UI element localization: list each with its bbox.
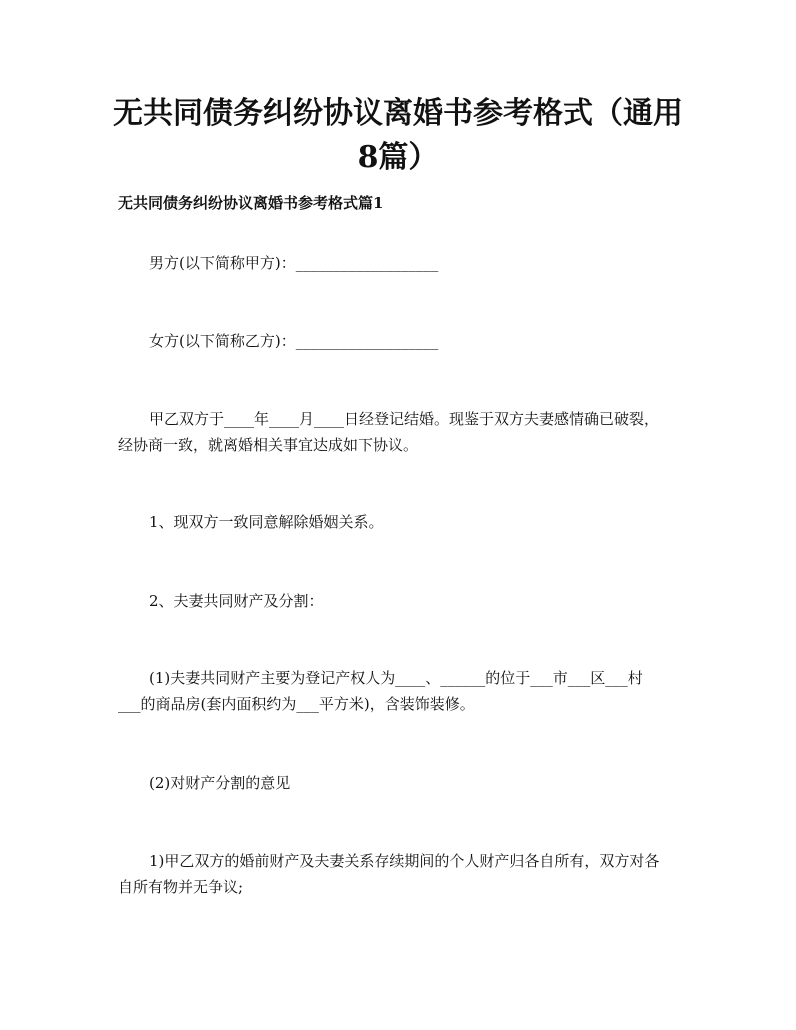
paragraph-item-2: 2、夫妻共同财产及分割： (149, 592, 324, 610)
paragraph-item-2-1-line-1: (1)夫妻共同财产主要为登记产权人为____、______的位于___市___区___村 (149, 669, 643, 687)
paragraph-intro-line-1: 甲乙双方于____年____月____日经登记结婚。现鉴于双方夫妻感情确已破裂， (149, 410, 660, 428)
document-title-line-1: 无共同债务纠纷协议离婚书参考格式（通用 (113, 96, 683, 131)
paragraph-woman: 女方(以下简称乙方)：___________________ (149, 332, 439, 350)
paragraph-item-3-line-2: 自所有物并无争议; (118, 878, 244, 896)
paragraph-item-3-line-1: 1)甲乙双方的婚前财产及夫妻关系存续期间的个人财产归各自所有，双方对各 (149, 852, 660, 870)
paragraph-man: 男方(以下简称甲方)：___________________ (149, 254, 439, 272)
paragraph-item-2-1-line-2: ___的商品房(套内面积约为___平方米)，含装饰装修。 (118, 695, 475, 713)
document-title-line-2: 8篇） (357, 140, 439, 175)
paragraph-item-2-2: (2)对财产分割的意见 (149, 774, 291, 792)
paragraph-item-1: 1、现双方一致同意解除婚姻关系。 (149, 513, 384, 531)
section-heading: 无共同债务纠纷协议离婚书参考格式篇1 (118, 194, 384, 212)
paragraph-intro-line-2: 经协商一致，就离婚相关事宜达成如下协议。 (118, 436, 419, 454)
